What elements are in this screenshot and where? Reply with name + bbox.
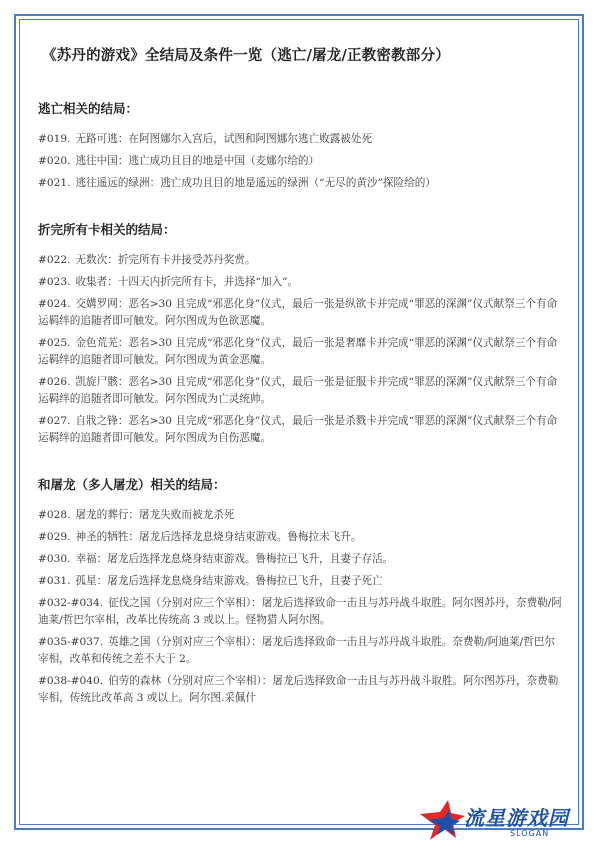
document-title: 《苏丹的游戏》全结局及条件一览（逃亡/屠龙/正教密教部分） bbox=[42, 47, 450, 64]
ending-id: #030. bbox=[38, 553, 71, 565]
ending-entry bbox=[38, 673, 562, 707]
ending-text: 屠龙的葬行：屠龙失败而被龙杀死 bbox=[75, 509, 235, 521]
star-logo-icon bbox=[418, 800, 466, 842]
ending-text: 凯旋尸骸：恶名>30 且完成“邪恶化身”仪式，最后一张是征服卡并完成“罪恶的深渊”仪式献祭三个有命运羁绊的追随者即可触发。阿尔图成为亡灵统帅。 bbox=[38, 376, 558, 405]
logo-slogan: SLOGAN bbox=[510, 829, 550, 838]
ending-text: 自戕之锋：恶名>30 且完成“邪恶化身”仪式，最后一张是杀戮卡并完成“罪恶的深渊”仪式献祭三个有命运羁绊的追随者即可触发。阿尔图成为自伤恶魔。 bbox=[38, 415, 558, 444]
ending-text: 孤星：屠龙后选择龙息烧身结束游戏。鲁梅拉已飞升，且妻子死亡 bbox=[75, 575, 383, 587]
ending-id: #021. bbox=[38, 177, 71, 189]
ending-entry bbox=[38, 529, 562, 546]
section-escape bbox=[38, 99, 562, 192]
ending-id: #025. bbox=[38, 337, 71, 349]
site-logo bbox=[418, 800, 588, 842]
ending-text: 金色荒芜：恶名>30 且完成“邪恶化身”仪式，最后一张是奢靡卡并完成“罪恶的深渊”仪式献祭三个有命运羁绊的追随者即可触发。阿尔图成为黄金恶魔。 bbox=[38, 337, 558, 366]
section-dragon-slaying bbox=[38, 475, 562, 707]
ending-id: #032-#034. bbox=[38, 597, 104, 609]
ending-text: 无路可逃：在阿图娜尔入宫后，试图和阿图娜尔逃亡败露被处死 bbox=[75, 133, 373, 145]
ending-text: 逃往中国：逃亡成功且目的地是中国（麦娜尔给的） bbox=[75, 155, 320, 167]
ending-text: 幸福：屠龙后选择龙息烧身结束游戏。鲁梅拉已飞升，且妻子存活。 bbox=[75, 553, 394, 565]
ending-entry bbox=[38, 252, 562, 269]
document-body bbox=[38, 44, 562, 735]
ending-entry bbox=[38, 595, 562, 629]
ending-entry bbox=[38, 175, 562, 192]
ending-text: 收集者：十四天内折完所有卡，并选择“加入”。 bbox=[75, 276, 299, 288]
ending-text: 逃往遥远的绿洲：逃亡成功且目的地是遥远的绿洲（“无尽的黄沙”探险给的） bbox=[75, 177, 436, 189]
ending-entry bbox=[38, 634, 562, 668]
ending-entry bbox=[38, 335, 562, 369]
ending-entry bbox=[38, 551, 562, 568]
ending-id: #020. bbox=[38, 155, 71, 167]
ending-entry bbox=[38, 274, 562, 291]
ending-entry bbox=[38, 413, 562, 447]
ending-id: #022. bbox=[38, 254, 71, 266]
logo-text: 流星游戏园 bbox=[464, 806, 569, 830]
ending-text: 英雄之国（分别对应三个宰相）：屠龙后选择致命一击且与苏丹战斗取胜。奈费勒/阿迪莱/哲巴尔宰相，改革和传统之差不大于 2。 bbox=[38, 636, 555, 665]
ending-text: 无数次：折完所有卡并接受苏丹奖赏。 bbox=[75, 254, 256, 266]
ending-id: #035-#037. bbox=[38, 636, 104, 648]
ending-entry bbox=[38, 131, 562, 148]
ending-text: 征伐之国（分别对应三个宰相）：屠龙后选择致命一击且与苏丹战斗取胜。阿尔图苏丹，奈费勒/阿迪莱/哲巴尔宰相，改革比传统高 3 或以上。怪物猎人阿尔图。 bbox=[38, 597, 562, 626]
ending-text: 伯劳的森林（分别对应三个宰相）：屠龙后选择致命一击且与苏丹战斗取胜。阿尔图苏丹，奈费勒宰相，传统比改革高 3 或以上。阿尔图.采佩什 bbox=[38, 675, 559, 704]
ending-entry bbox=[38, 507, 562, 524]
ending-entry bbox=[38, 153, 562, 170]
ending-text: 神圣的牺牲：屠龙后选择龙息烧身结束游戏。鲁梅拉未飞升。 bbox=[75, 531, 362, 543]
section-heading: 和屠龙（多人屠龙）相关的结局： bbox=[38, 477, 226, 492]
ending-id: #028. bbox=[38, 509, 71, 521]
section-heading: 折完所有卡相关的结局： bbox=[38, 222, 176, 237]
ending-entry bbox=[38, 573, 562, 590]
ending-text: 交媾罗网：恶名>30 且完成“邪恶化身”仪式，最后一张是纵欲卡并完成“罪恶的深渊”仪式献祭三个有命运羁绊的追随者即可触发。阿尔图成为色欲恶魔。 bbox=[38, 298, 558, 327]
ending-id: #027. bbox=[38, 415, 71, 427]
ending-id: #031. bbox=[38, 575, 71, 587]
section-heading: 逃亡相关的结局： bbox=[38, 101, 139, 116]
ending-id: #019. bbox=[38, 133, 71, 145]
ending-id: #023. bbox=[38, 276, 71, 288]
ending-id: #026. bbox=[38, 376, 71, 388]
ending-entry bbox=[38, 374, 562, 408]
ending-id: #038-#040. bbox=[38, 675, 104, 687]
ending-id: #024. bbox=[38, 298, 71, 310]
section-all-cards bbox=[38, 220, 562, 447]
ending-entry bbox=[38, 296, 562, 330]
ending-id: #029. bbox=[38, 531, 71, 543]
